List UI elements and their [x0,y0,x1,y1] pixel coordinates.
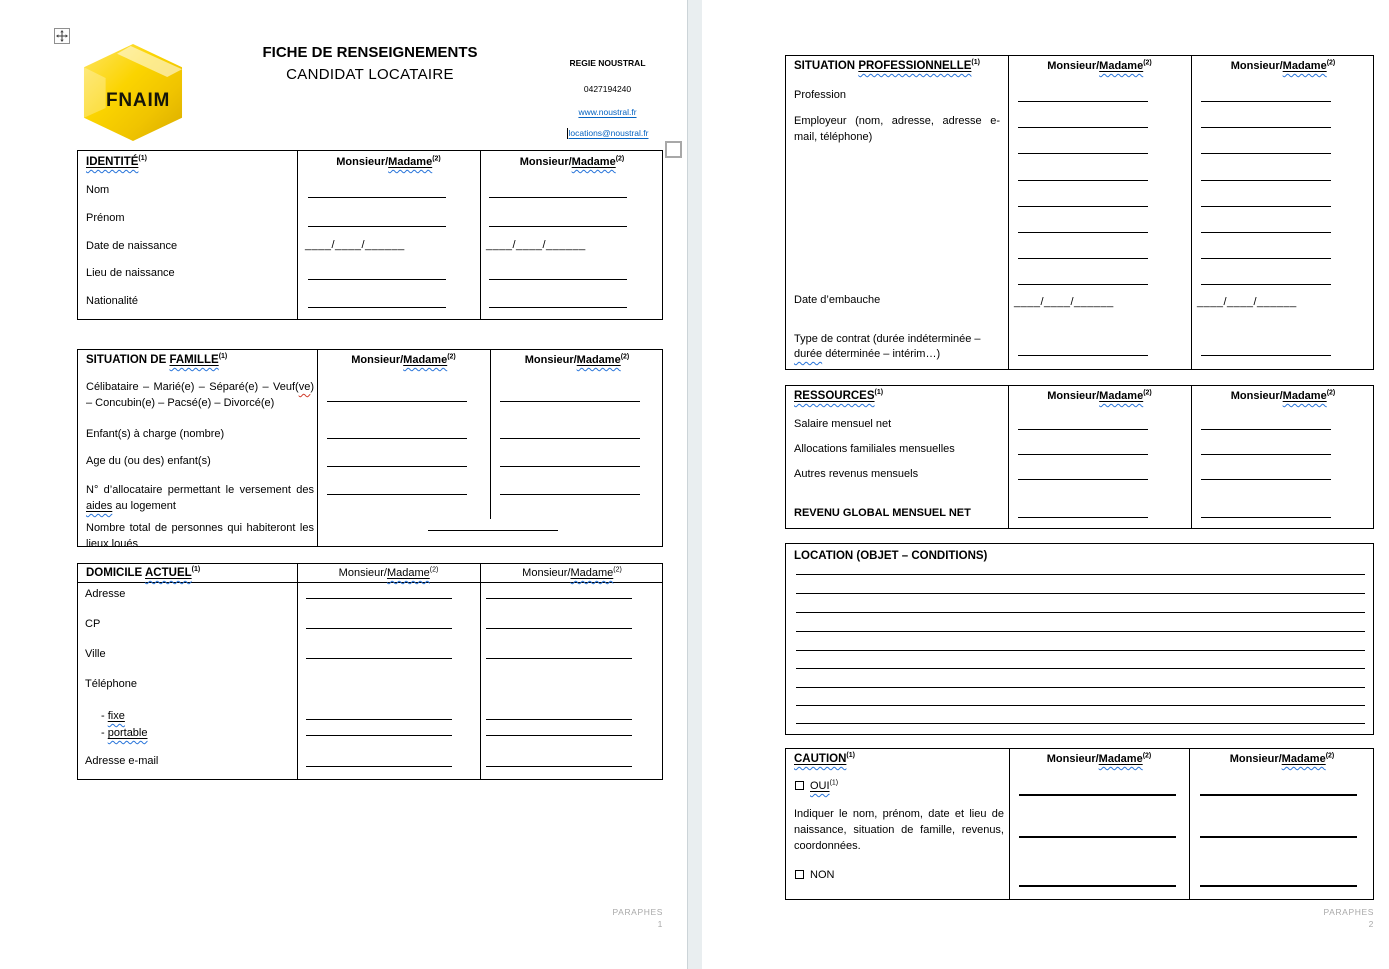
blank-line [1201,355,1331,356]
blank-line [796,723,1365,724]
blank-line [1201,206,1331,207]
field-label-prenom: Prénom [86,212,125,224]
blank-line [796,650,1365,651]
section-title-location: LOCATION (OBJET – CONDITIONS) [794,550,988,562]
date-blank: ____/____/______ [305,239,405,251]
agency-name: REGIE NOUSTRAL [569,58,646,68]
column-divider [297,564,298,779]
section-title-situation-professionnelle: SITUATION PROFESSIONNELLE$^{(1)}$ [794,59,980,72]
blank-line [796,687,1365,688]
column-header-monsieur-madame: Monsieur/Madame$^{(2)}$ [1047,389,1152,402]
field-label-statut-marital: Célibataire – Marié(e) – Séparé(e) – Veuf(ve) – Concubin(e) – Pacsé(e) – Divorcé(e) [86,381,314,409]
field-label-enfants: Enfant(s) à charge (nombre) [86,428,225,440]
field-label-ville: Ville [85,648,106,660]
blank-line [486,719,632,720]
field-label-nom: Nom [86,184,110,196]
blank-line [486,658,632,659]
blank-line [308,226,446,227]
field-label-allocations: Allocations familiales mensuelles [794,443,955,455]
blank-line [796,612,1365,613]
fnaim-logo [76,44,190,141]
blank-line [306,598,452,599]
blank-line [500,438,640,439]
blank-line [489,279,627,280]
date-blank: ____/____/______ [1014,296,1114,308]
blank-line [796,668,1365,669]
field-label-adresse: Adresse [85,588,126,600]
page-gap-strip [687,0,703,969]
section-title-caution: CAUTION$^{(1)}$ [794,752,855,765]
column-header-monsieur-madame: Monsieur/Madame$^{(2)}$ [1046,752,1152,765]
blank-line [306,658,452,659]
blank-line [1201,479,1331,480]
column-divider [480,151,481,319]
blank-line [308,307,446,308]
column-divider [1191,56,1192,369]
blank-line [306,766,452,767]
blank-line [486,766,632,767]
blank-line [796,574,1365,575]
blank-line [796,593,1365,594]
caution-oui-row: OUI$^{(1)}$ [795,780,838,793]
blank-line [1200,836,1357,838]
blank-line [1201,101,1331,102]
blank-line [1018,206,1148,207]
logo-wordmark: FNAIM [106,90,171,111]
blank-line [796,705,1365,706]
column-header-monsieur-madame: Monsieur/Madame$^{(2)}$ [519,155,625,168]
column-header-monsieur-madame: Monsieur/Madame$^{(2)}$ [522,566,622,579]
blank-line [1019,885,1176,887]
blank-line [500,466,640,467]
blank-line [1200,794,1357,796]
column-header-monsieur-madame: Monsieur/Madame$^{(2)}$ [1047,59,1152,72]
blank-line [1018,258,1148,259]
footer-page-number: 1 [657,919,663,929]
agency-email-link[interactable]: locations@noustral.fr [568,128,649,138]
blank-line [1018,153,1148,154]
blank-line [1018,355,1148,356]
field-label-cp: CP [85,618,101,630]
blank-line [308,279,446,280]
blank-line [1201,127,1331,128]
column-divider [297,151,298,319]
field-label-date-naissance: Date de naissance [86,240,178,252]
caution-table [785,748,1374,900]
resources-table [785,385,1374,529]
page-1 [0,0,687,969]
blank-line [486,628,632,629]
footer-page-number: 2 [1368,919,1374,929]
field-label-revenu-global: REVENU GLOBAL MENSUEL NET [794,507,971,519]
table-resize-handle[interactable] [665,141,682,158]
field-label-email: Adresse e-mail [85,755,159,767]
section-title-ressources: RESSOURCES$^{(1)}$ [794,389,884,402]
blank-line [1201,517,1331,518]
field-label-portable: - portable [101,727,148,739]
blank-line [796,631,1365,632]
text-cursor [567,128,568,139]
caution-instructions: Indiquer le nom, prénom, date et lieu de naissance, situation de famille, revenus, coordonnées. [794,808,1004,852]
family-table [77,349,663,550]
move-arrows-icon [56,30,68,42]
blank-line [1018,454,1148,455]
professional-table [785,55,1374,370]
blank-line [1019,794,1176,796]
section-title-identite: IDENTITÉ$^{(1)}$ [86,155,147,168]
date-blank: ____/____/______ [1197,296,1297,308]
column-header-monsieur-madame: Monsieur/Madame$^{(2)}$ [1230,59,1336,72]
blank-line [1018,429,1148,430]
column-divider [1008,386,1009,528]
column-header-monsieur-madame: Monsieur/Madame$^{(2)}$ [338,566,439,579]
column-divider [1008,56,1009,369]
blank-line [1201,429,1331,430]
non-checkbox[interactable] [795,870,804,879]
field-label-autres-revenus: Autres revenus mensuels [794,468,919,480]
column-header-monsieur-madame: Monsieur/Madame$^{(2)}$ [1230,389,1336,402]
oui-checkbox[interactable] [795,781,804,790]
agency-phone: 0427194240 [583,84,632,94]
field-label-nombre-personnes: Nombre total de personnes qui habiteront les lieux loués [86,522,314,550]
blank-line [308,197,446,198]
identity-table [77,150,663,320]
blank-line [327,466,467,467]
blank-line [1201,258,1331,259]
blank-line [327,438,467,439]
field-label-numero-allocataire: N° d’allocataire permettant le versement des aides au logement [86,484,314,512]
blank-line [486,735,632,736]
blank-line [1201,284,1331,285]
agency-website-link[interactable]: www.noustral.fr [578,107,637,117]
column-divider [490,350,491,519]
column-divider [1189,749,1190,899]
footer-paraphes-label: PARAPHES [1323,907,1374,917]
agency-website-wrap [525,107,690,117]
blank-line [306,628,452,629]
blank-line [306,719,452,720]
blank-line [1201,180,1331,181]
field-label-telephone: Téléphone [85,678,137,690]
blank-line [327,401,467,402]
page-2 [702,0,1389,969]
document-subtitle: CANDIDAT LOCATAIRE [286,66,454,83]
blank-line [1018,101,1148,102]
blank-line [1201,454,1331,455]
field-label-fixe: - fixe [101,710,125,722]
blank-line [1018,127,1148,128]
blank-line [1018,180,1148,181]
column-divider [480,564,481,779]
blank-line [1018,479,1148,480]
table-move-handle-icon[interactable] [54,28,70,44]
field-label-lieu-naissance: Lieu de naissance [86,267,175,279]
field-label-date-embauche: Date d’embauche [794,294,881,306]
column-header-monsieur-madame: Monsieur/Madame$^{(2)}$ [1229,752,1335,765]
field-label-salaire: Salaire mensuel net [794,418,892,430]
footer-paraphes-label: PARAPHES [612,907,663,917]
page-footer [1174,906,1374,930]
blank-line [500,401,640,402]
blank-line [306,735,452,736]
blank-line [1201,232,1331,233]
document-title: FICHE DE RENSEIGNEMENTS [262,44,478,61]
blank-line [428,530,558,531]
field-label-age-enfants: Age du (ou des) enfant(s) [86,455,211,467]
section-title-domicile-actuel: DOMICILE ACTUEL$^{(1)}$ [86,566,201,579]
field-label-profession: Profession [794,89,846,101]
blank-line [486,598,632,599]
column-divider [317,350,318,546]
caution-non-row: NON [795,869,834,882]
blank-line [500,494,640,495]
column-header-monsieur-madame: Monsieur/Madame$^{(2)}$ [336,155,441,168]
blank-line [1200,885,1357,887]
column-divider [1191,386,1192,528]
blank-line [1019,836,1176,838]
blank-line [1018,517,1148,518]
blank-line [1201,153,1331,154]
section-title-situation-famille: SITUATION DE FAMILLE$^{(1)}$ [86,353,228,366]
blank-line [489,197,627,198]
column-header-monsieur-madame: Monsieur/Madame$^{(2)}$ [524,353,630,366]
field-label-nationalite: Nationalité [86,295,138,307]
location-table [785,543,1374,735]
agency-email-wrap [525,128,690,139]
column-divider [1009,749,1010,899]
blank-line [1018,232,1148,233]
blank-line [1018,284,1148,285]
page-footer [463,906,663,930]
blank-line [489,307,627,308]
date-blank: ____/____/______ [486,239,586,251]
field-label-type-contrat-l1: Type de contrat (durée indéterminée – [794,333,981,345]
domicile-table [77,563,663,780]
field-label-type-contrat-l2: durée déterminée – intérim…) [794,348,941,360]
blank-line [327,494,467,495]
field-label-employeur: Employeur (nom, adresse, adresse e-mail, téléphone) [794,115,1000,143]
column-header-monsieur-madame: Monsieur/Madame$^{(2)}$ [351,353,456,366]
blank-line [489,226,627,227]
header-row-divider [78,582,662,583]
